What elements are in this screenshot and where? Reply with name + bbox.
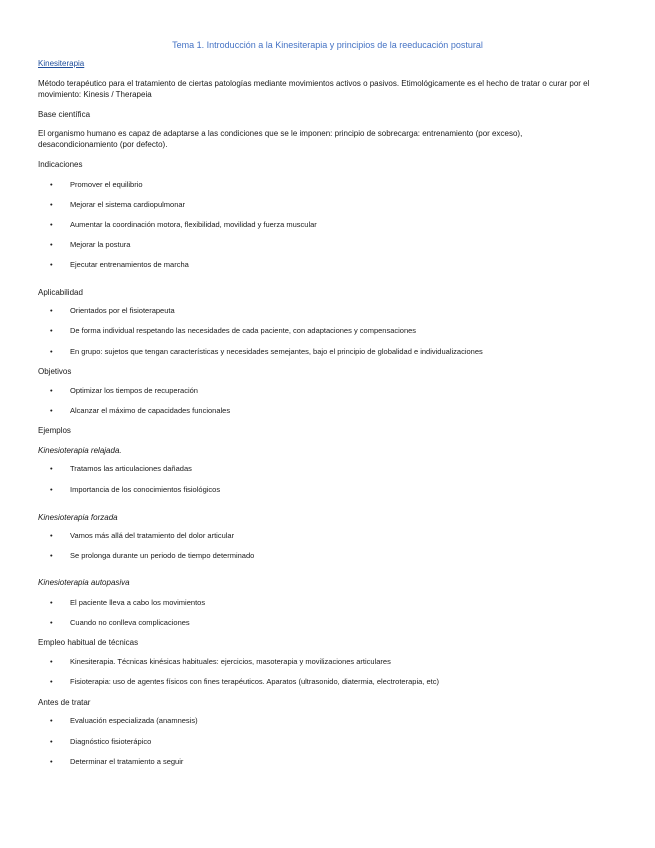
document-page: Tema 1. Introducción a la Kinesiterapia y principios de la reeducación postural Kinesiterapia Método terapéutico para el tratamiento de ciertas patologías mediante movimientos activos o pasivos. Etimológicamente es el hecho de tratar o curar por el movimiento: Kinesis / Therapeia Base científica El organismo humano es capaz de adaptarse a las condiciones que se le imponen: principio de sobrecarga: entrenamiento (por exceso), desacondicionamiento (por defecto). Indicaciones • Promover el equilibrio • Mejorar el sistema cardiopulmonar • Aumentar la coordinación motora, flexibilidad, movilidad y fuerza muscular • Mejorar la postura • Ejecutar entrenamientos de marcha Aplicabilidad • Orientados por el fisioterapeuta • De forma individual respetando las necesidades de cada paciente, con adaptaciones y compensaciones • En grupo: sujetos que tengan características y necesidades semejantes, bajo el principio de globalidad e individualizaciones Objetivos • Optimizar los tiempos de recuperación • Alcanzar el máximo de capacidades funcionales Ejemplos Kinesioterapia relajada. • Tratamos las articulaciones dañadas • Importancia de los conocimientos fisiológicos Kinesioterapia forzada • Vamos más allá del tratamiento del dolor articular • Se prolonga durante un periodo de tiempo determinado Kinesioterapia autopasiva • El paciente lleva a cabo los movimientos • Cuando no conlleva complicaciones Empleo habitual de técnicas • Kinesiterapia. Técnicas kinésicas habituales: ejercicios, masoterapia y movilizaciones articulares • Fisioterapia: uso de agentes físicos con fines terapéuticos. Aparatos (ultrasonido, diatermia, electroterapia, etc) Antes de tratar • Evaluación especializada (anamnesis) • Diagnóstico fisioterápico • Determinar el tratamiento a seguir	[0, 0, 655, 848]
section-heading-aplicabilidad: Aplicabilidad	[38, 288, 83, 297]
bullet-icon: •	[50, 485, 53, 494]
bullet-icon: •	[50, 598, 53, 607]
bullet-icon: •	[50, 240, 53, 249]
bullet-icon: •	[50, 386, 53, 395]
bullet-icon: •	[50, 180, 53, 189]
section-heading-ejemplos: Ejemplos	[38, 426, 71, 435]
bullet-icon: •	[50, 531, 53, 540]
bullet-icon: •	[50, 464, 53, 473]
bullet-icon: •	[50, 716, 53, 725]
bullet-icon: •	[50, 306, 53, 315]
base-cientifica-text: El organismo humano es capaz de adaptarse a las condiciones que se le imponen: principio de sobrecarga: entrenamiento (por exceso), desacondicionamiento (por defecto).	[38, 129, 523, 149]
section-heading-indicaciones: Indicaciones	[38, 160, 83, 169]
section-heading-base-cientifica: Base científica	[38, 110, 91, 119]
bullet-icon: •	[50, 657, 53, 666]
bullet-icon: •	[50, 618, 53, 627]
bullet-icon: •	[50, 757, 53, 766]
bullet-icon: •	[50, 677, 53, 686]
bullet-icon: •	[50, 326, 53, 335]
section-heading-antes: Antes de tratar	[38, 698, 91, 707]
bullet-icon: •	[50, 737, 53, 746]
bullet-icon: •	[50, 347, 53, 356]
subheading-autopasiva: Kinesioterapia autopasiva	[38, 578, 130, 587]
section-heading-kinesiterapia[interactable]: Kinesiterapia	[38, 59, 85, 68]
bullet-icon: •	[50, 220, 53, 229]
section-heading-objetivos: Objetivos	[38, 367, 72, 376]
kinesiterapia-definition: Método terapéutico para el tratamiento de ciertas patologías mediante movimientos activos o pasivos. Etimológicamente es el hecho de tratar o curar por el movimiento: Kinesis / Therapeia	[38, 79, 590, 99]
bullet-icon: •	[50, 200, 53, 209]
bullet-icon: •	[50, 406, 53, 415]
bullet-icon: •	[50, 260, 53, 269]
subheading-relajada: Kinesioterapia relajada.	[38, 446, 122, 455]
bullet-icon: •	[50, 551, 53, 560]
subheading-forzada: Kinesioterapia forzada	[38, 513, 118, 522]
section-heading-empleo: Empleo habitual de técnicas	[38, 638, 139, 647]
page-title: Tema 1. Introducción a la Kinesiterapia y principios de la reeducación postural	[172, 40, 483, 50]
